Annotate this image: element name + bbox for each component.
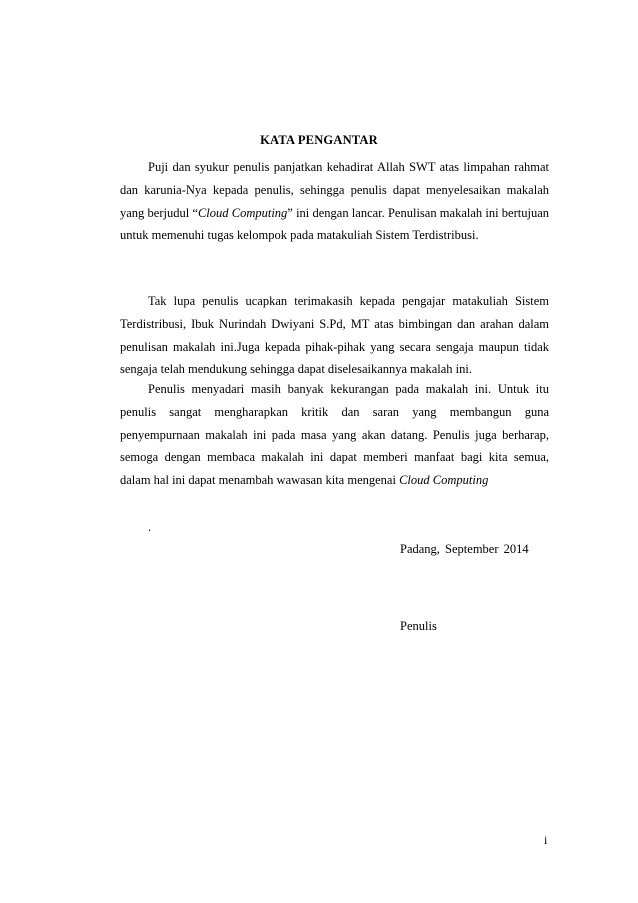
paragraph-1-text-b: ” ini dengan lancar. Penulisan makalah ini bertujuan untuk memenuhi tugas kelompok pada matakuliah Sistem Terdistribusi. (120, 205, 549, 243)
paragraph-1-cloud-computing: Cloud Computing (197, 205, 288, 220)
paragraph-3 (120, 378, 549, 492)
paragraph-1 (120, 156, 549, 247)
paragraph-2 (120, 290, 549, 381)
author-signature: Penulis (400, 619, 437, 633)
page-title: KATA PENGANTAR (260, 133, 378, 147)
paragraph-1-text-a: Puji dan syukur penulis panjatkan kehadirat Allah SWT atas limpahan rahmat dan karunia-Nya kepada penulis, sehingga penulis dapat menyelesaikan makalah yang berjudul “ (120, 160, 549, 220)
page-number: i (544, 833, 548, 847)
place-date: Padang, September 2014 (400, 542, 529, 556)
trailing-dot: . (148, 520, 152, 534)
paragraph-3-text: Penulis menyadari masih banyak kekurangan pada makalah ini. Untuk itu penulis sangat mengharapkan kritik dan saran yang membangun guna penyempurnaan makalah ini pada masa yang akan datang. Penulis juga berharap, semoga dengan membaca makalah ini dapat memberi manfaat bagi kita semua, dalam hal ini dapat menambah wawasan kita mengenai (120, 382, 549, 488)
paragraph-3-cloud-computing: Cloud Computing (399, 473, 489, 488)
paragraph-2-text: Tak lupa penulis ucapkan terimakasih kepada pengajar matakuliah Sistem Terdistribusi, Ibuk Nurindah Dwiyani S.Pd, MT atas bimbingan dan arahan dalam penulisan makalah ini.Juga kepada pihak-pihak yang secara sengaja maupun tidak sengaja telah mendukung sehingga dapat diselesaikannya makalah ini. (120, 294, 549, 377)
